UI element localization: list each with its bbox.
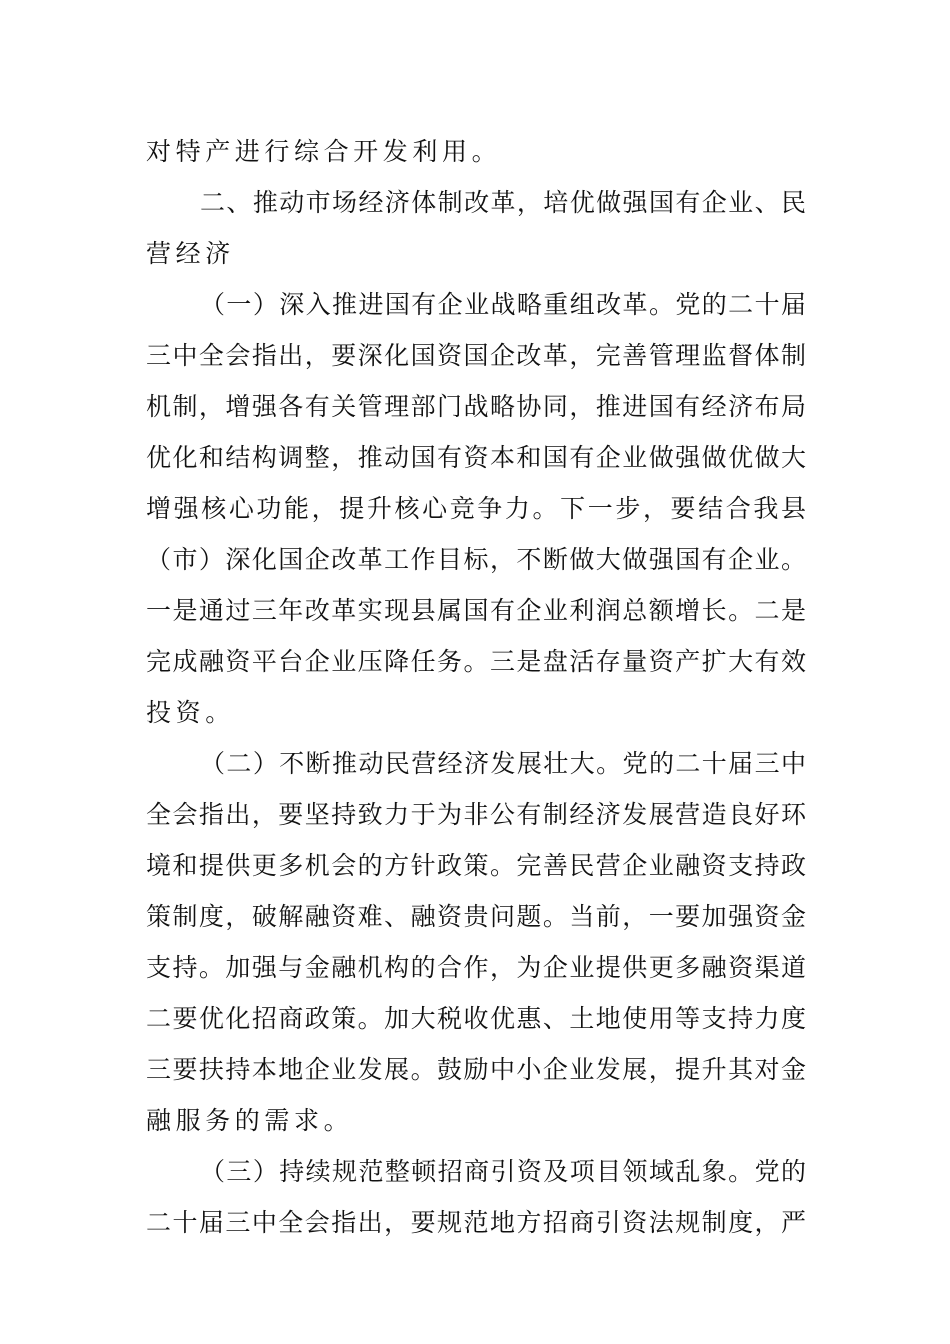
paragraph-line: 增强核心功能，提升核心竞争力。下一步，要结合我县 bbox=[146, 494, 806, 523]
paragraph-line: 二十届三中全会指出，要规范地方招商引资法规制度，严 bbox=[146, 1208, 806, 1237]
paragraph-line: 二要优化招商政策。加大税收优惠、土地使用等支持力度 bbox=[146, 1004, 806, 1033]
paragraph-line: 融服务的需求。 bbox=[146, 1106, 354, 1135]
paragraph-line: 对特产进行综合开发利用。 bbox=[146, 137, 502, 166]
paragraph-line: 全会指出，要坚持致力于为非公有制经济发展营造良好环 bbox=[146, 800, 806, 829]
paragraph-line: 投资。 bbox=[146, 698, 235, 727]
paragraph-line: 一是通过三年改革实现县属国有企业利润总额增长。二是 bbox=[146, 596, 806, 625]
paragraph-line: （市）深化国企改革工作目标，不断做大做强国有企业。 bbox=[146, 545, 806, 574]
section-heading-line: 营经济 bbox=[146, 239, 235, 268]
paragraph-line: 三要扶持本地企业发展。鼓励中小企业发展，提升其对金 bbox=[146, 1055, 806, 1084]
paragraph-line: （二）不断推动民营经济发展壮大。党的二十届三中 bbox=[200, 749, 806, 778]
paragraph-line: 完成融资平台企业压降任务。三是盘活存量资产扩大有效 bbox=[146, 647, 806, 676]
paragraph-line: 境和提供更多机会的方针政策。完善民营企业融资支持政 bbox=[146, 851, 806, 880]
paragraph-line: 优化和结构调整，推动国有资本和国有企业做强做优做大 bbox=[146, 443, 806, 472]
paragraph-line: 三中全会指出，要深化国资国企改革，完善管理监督体制 bbox=[146, 341, 806, 370]
paragraph-line: （三）持续规范整顿招商引资及项目领域乱象。党的 bbox=[200, 1157, 806, 1186]
section-heading-line: 二、推动市场经济体制改革，培优做强国有企业、民 bbox=[200, 188, 806, 217]
paragraph-line: 机制，增强各有关管理部门战略协同，推进国有经济布局 bbox=[146, 392, 806, 421]
paragraph-line: 支持。加强与金融机构的合作，为企业提供更多融资渠道 bbox=[146, 953, 806, 982]
paragraph-line: （一）深入推进国有企业战略重组改革。党的二十届 bbox=[200, 290, 806, 319]
paragraph-line: 策制度，破解融资难、融资贵问题。当前，一要加强资金 bbox=[146, 902, 806, 931]
